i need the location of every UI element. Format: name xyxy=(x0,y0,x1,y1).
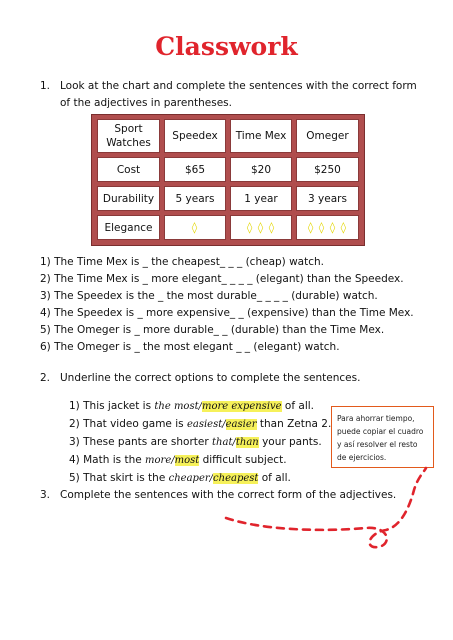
option-separator: / xyxy=(171,455,175,466)
elegance-diamond-icon: ◊ ◊ ◊ xyxy=(230,215,292,240)
table-cell: 3 years xyxy=(296,186,359,211)
table-row-label-durability: Durability xyxy=(97,186,160,211)
item-number: 3) xyxy=(69,436,80,448)
item-text: of all. xyxy=(258,472,291,484)
option-separator: / xyxy=(209,473,214,484)
item-text: That video game is xyxy=(83,418,187,430)
exercise-1-sentence: 3) The Speedex is the _ the most durable_ _ _ _ (durable) watch. xyxy=(40,290,378,302)
option-2-highlighted[interactable]: more expensive xyxy=(201,401,282,412)
table-cell: $65 xyxy=(164,157,226,182)
item-text: These pants are shorter xyxy=(83,436,213,448)
table-cell: 1 year xyxy=(230,186,292,211)
option-1[interactable]: that xyxy=(212,437,233,448)
table-cell: $250 xyxy=(296,157,359,182)
option-2-highlighted[interactable]: than xyxy=(235,437,259,448)
item-text: This jacket is xyxy=(83,400,155,412)
exercise-1-instruction-line2: of the adjectives in parentheses. xyxy=(60,97,232,109)
exercise-1-instruction-line1: Look at the chart and complete the sentences with the correct form xyxy=(60,80,417,92)
exercise-1-sentence: 6) The Omeger is _ the most elegant _ _ (elegant) watch. xyxy=(40,341,340,353)
table-cell: $20 xyxy=(230,157,292,182)
option-2-highlighted[interactable]: easier xyxy=(225,419,257,430)
item-number: 2) xyxy=(69,418,80,430)
table-cell: 5 years xyxy=(164,186,226,211)
elegance-diamond-icon: ◊ ◊ ◊ ◊ xyxy=(296,215,359,240)
item-text: That skirt is the xyxy=(83,472,169,484)
option-1[interactable]: the most xyxy=(154,401,199,412)
tip-note-line: y así resolver el resto xyxy=(337,440,418,449)
exercise-3-number: 3. xyxy=(40,489,51,501)
table-row-label-cost: Cost xyxy=(97,157,160,182)
dashed-path xyxy=(226,468,426,547)
table-corner-cell: Sport Watches xyxy=(97,119,160,153)
option-separator: / xyxy=(198,401,202,412)
tip-note-line: de ejercicios. xyxy=(337,453,387,462)
option-1[interactable]: easiest xyxy=(186,419,223,430)
table-header-time-mex: Time Mex xyxy=(230,119,292,153)
exercise-2-number: 2. xyxy=(40,372,51,384)
item-text: difficult subject. xyxy=(199,454,287,466)
exercise-1-number: 1. xyxy=(40,80,51,92)
elegance-diamond-icon: ◊ xyxy=(164,215,226,240)
table-header-speedex: Speedex xyxy=(164,119,226,153)
exercise-1-sentence: 2) The Time Mex is _ more elegant_ _ _ _ (elegant) than the Speedex. xyxy=(40,273,404,285)
item-text: your pants. xyxy=(258,436,322,448)
exercise-3-instruction: Complete the sentences with the correct form of the adjectives. xyxy=(60,489,397,501)
table-row-label-elegance: Elegance xyxy=(97,215,160,240)
exercise-1-sentence: 5) The Omeger is _ more durable_ _ (durable) than the Time Mex. xyxy=(40,324,385,336)
item-number: 1) xyxy=(69,400,80,412)
exercise-1-sentence: 4) The Speedex is _ more expensive_ _ (expensive) than the Time Mex. xyxy=(40,307,414,319)
page-title: Classwork xyxy=(155,32,298,61)
option-2-highlighted[interactable]: cheapest xyxy=(213,473,259,484)
exercise-2-instruction: Underline the correct options to complete the sentences. xyxy=(60,372,361,384)
option-1[interactable]: more xyxy=(145,455,172,466)
option-2-highlighted[interactable]: most xyxy=(174,455,200,466)
table-header-omeger: Omeger xyxy=(296,119,359,153)
option-1[interactable]: cheaper xyxy=(168,473,210,484)
tip-note-line: Para ahorrar tiempo, xyxy=(337,414,415,423)
item-text: of all. xyxy=(281,400,314,412)
item-number: 5) xyxy=(69,472,80,484)
option-separator: / xyxy=(232,437,236,448)
tip-note-line: puede copiar el cuadro xyxy=(337,427,424,436)
exercise-1-sentence: 1) The Time Mex is _ the cheapest_ _ _ (cheap) watch. xyxy=(40,256,325,268)
item-text: than Zetna 2. xyxy=(256,418,332,430)
option-separator: / xyxy=(222,419,226,430)
item-text: Math is the xyxy=(83,454,146,466)
item-number: 4) xyxy=(69,454,80,466)
